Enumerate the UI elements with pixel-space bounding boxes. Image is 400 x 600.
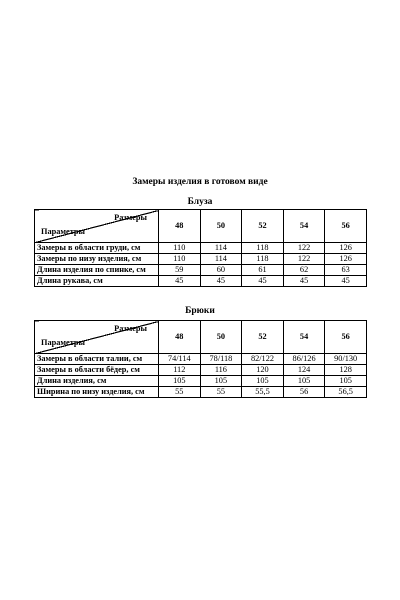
table-cell: 112 bbox=[159, 365, 201, 376]
trousers-size-table bbox=[34, 320, 367, 398]
size-header: 50 bbox=[200, 210, 242, 243]
table-cell: 126 bbox=[325, 243, 367, 254]
table-cell: 105 bbox=[242, 376, 284, 387]
table-cell: 56 bbox=[283, 387, 325, 398]
table-cell: 45 bbox=[325, 276, 367, 287]
parameter-label: Замеры по низу изделия, см bbox=[35, 254, 159, 265]
parameter-label: Ширина по низу изделия, см bbox=[35, 387, 159, 398]
parameter-label: Длина изделия по спинке, см bbox=[35, 265, 159, 276]
table-cell: 105 bbox=[283, 376, 325, 387]
table-cell: 114 bbox=[200, 243, 242, 254]
table-cell: 45 bbox=[159, 276, 201, 287]
table-cell: 105 bbox=[325, 376, 367, 387]
parameter-label: Длина рукава, см bbox=[35, 276, 159, 287]
parameter-label: Длина изделия, см bbox=[35, 376, 159, 387]
table-cell: 126 bbox=[325, 254, 367, 265]
size-header: 54 bbox=[283, 210, 325, 243]
trousers-section-title: Брюки bbox=[185, 306, 215, 316]
size-header: 48 bbox=[159, 210, 201, 243]
sizes-header-label: Размеры bbox=[114, 324, 147, 333]
parameter-label: Замеры в области талии, см bbox=[35, 354, 159, 365]
table-header-row bbox=[35, 321, 367, 354]
parameter-label: Замеры в области бёдер, см bbox=[35, 365, 159, 376]
table-cell: 78/118 bbox=[200, 354, 242, 365]
table-row bbox=[35, 276, 367, 287]
table-cell: 55,5 bbox=[242, 387, 284, 398]
table-cell: 110 bbox=[159, 243, 201, 254]
table-cell: 45 bbox=[283, 276, 325, 287]
corner-header-cell bbox=[35, 210, 159, 243]
table-row bbox=[35, 254, 367, 265]
table-cell: 105 bbox=[159, 376, 201, 387]
table-cell: 124 bbox=[283, 365, 325, 376]
table-cell: 63 bbox=[325, 265, 367, 276]
table-cell: 55 bbox=[159, 387, 201, 398]
table-cell: 120 bbox=[242, 365, 284, 376]
sizes-header-label: Размеры bbox=[114, 213, 147, 222]
table-cell: 86/126 bbox=[283, 354, 325, 365]
table-cell: 110 bbox=[159, 254, 201, 265]
table-cell: 114 bbox=[200, 254, 242, 265]
table-cell: 56,5 bbox=[325, 387, 367, 398]
table-row bbox=[35, 243, 367, 254]
table-row bbox=[35, 387, 367, 398]
size-header: 54 bbox=[283, 321, 325, 354]
table-row bbox=[35, 376, 367, 387]
table-cell: 60 bbox=[200, 265, 242, 276]
page-title: Замеры изделия в готовом виде bbox=[132, 177, 268, 187]
parameters-header-label: Параметры bbox=[41, 338, 85, 347]
table-cell: 105 bbox=[200, 376, 242, 387]
table-cell: 61 bbox=[242, 265, 284, 276]
table-cell: 45 bbox=[200, 276, 242, 287]
table-cell: 45 bbox=[242, 276, 284, 287]
table-cell: 116 bbox=[200, 365, 242, 376]
table-row bbox=[35, 365, 367, 376]
corner-header-cell bbox=[35, 321, 159, 354]
table-row bbox=[35, 354, 367, 365]
size-header: 52 bbox=[242, 321, 284, 354]
table-cell: 62 bbox=[283, 265, 325, 276]
size-header: 48 bbox=[159, 321, 201, 354]
blouse-section-title: Блуза bbox=[187, 197, 213, 207]
size-header: 50 bbox=[200, 321, 242, 354]
size-header: 56 bbox=[325, 210, 367, 243]
table-row bbox=[35, 265, 367, 276]
table-cell: 122 bbox=[283, 254, 325, 265]
table-header-row bbox=[35, 210, 367, 243]
size-header: 56 bbox=[325, 321, 367, 354]
table-cell: 122 bbox=[283, 243, 325, 254]
parameters-header-label: Параметры bbox=[41, 227, 85, 236]
table-cell: 90/130 bbox=[325, 354, 367, 365]
table-cell: 55 bbox=[200, 387, 242, 398]
size-header: 52 bbox=[242, 210, 284, 243]
table-cell: 74/114 bbox=[159, 354, 201, 365]
table-cell: 82/122 bbox=[242, 354, 284, 365]
table-cell: 128 bbox=[325, 365, 367, 376]
blouse-size-table bbox=[34, 209, 367, 287]
parameter-label: Замеры в области груди, см bbox=[35, 243, 159, 254]
table-cell: 118 bbox=[242, 243, 284, 254]
table-cell: 118 bbox=[242, 254, 284, 265]
table-cell: 59 bbox=[159, 265, 201, 276]
